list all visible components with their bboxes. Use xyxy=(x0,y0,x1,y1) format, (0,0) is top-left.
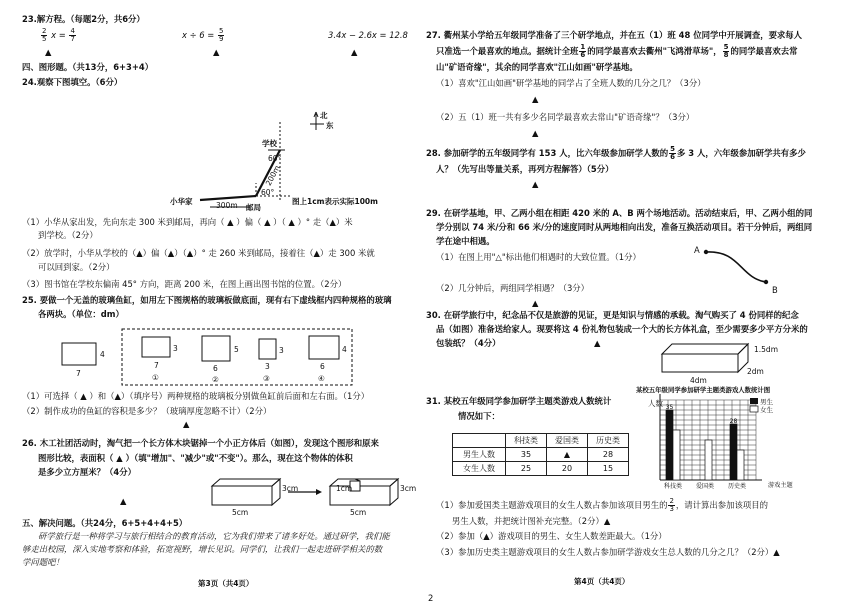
bar-value-label: 28 xyxy=(729,418,738,425)
q26-line3: 是多少立方厘米？（4分） xyxy=(38,467,136,477)
intro-text: 够走出校园，深入实地考察和体验，拓宽视野，增长见识。同学们，让我们一起走进研学相关的数 xyxy=(22,544,383,554)
box-length: 4dm xyxy=(690,376,707,385)
cube-edge: 1cm xyxy=(336,484,353,493)
section-4-heading: 四、图形题。（共13分，6+3+4） xyxy=(22,62,154,72)
q27-part1: （1）喜欢"江山如画"研学基地的同学占了全班人数的几分之几？（3分） xyxy=(436,78,706,88)
chart-ylabel: 人数 xyxy=(648,399,663,408)
q27-line1: 27. 衢州某小学给五年级同学准备了三个研学地点，并在五（1）班 48 位同学中开展调查，要求每人 xyxy=(426,30,803,40)
q30-line1: 30. 在研学旅行中，纪念品不仅是旅游的见证，更是知识与情感的承载。淘气购买了 4 份同样的纪念 xyxy=(426,310,799,320)
opt4-height: 4 xyxy=(342,345,347,354)
box-height: 1.5dm xyxy=(754,345,778,354)
q23-title: 23.解方程。（每题2分，共6分） xyxy=(22,14,145,24)
answer-mark: ▲ xyxy=(351,47,358,57)
block-height: 3cm xyxy=(282,484,299,493)
bar-female xyxy=(737,450,744,480)
chart-xlabel: 游戏主题 xyxy=(768,482,793,489)
q29-part1: （1）在图上用"△"标出他们相遇时的大致位置。（1分） xyxy=(436,252,641,262)
table-cell: 15 xyxy=(588,462,629,476)
q29-line1: 29. 在研学基地，甲、乙两小组在相距 420 米的 A、B 两个场地活动。活动结束后，甲、乙两小组的同 xyxy=(426,208,813,218)
q24-part1: （1）小华从家出发，先向东走 300 米到邮局，再向（ ▲ ）偏（ ▲ ）（ ▲ ）° 走（▲）米 xyxy=(22,217,353,227)
answer-mark: ▲ xyxy=(532,128,539,138)
q31-part3: （3）参加历史类主题游戏项目的女生人数占参加研学游戏女生总人数的几分之几？（2分）▲ xyxy=(436,547,780,557)
intro-text: 研学旅行是一种将学习与旅行相结合的教育活动，它为我们带来了诸多好处。通过研学，我们能 xyxy=(38,531,390,541)
table-cell: 科技类 xyxy=(506,434,547,448)
legend-female-swatch xyxy=(750,406,758,412)
bar-value-label: 35 xyxy=(665,404,674,411)
x-tick-label: 科技类 xyxy=(663,483,683,490)
q28-line2: 人？（先写出等量关系，再列方程解答）（5分） xyxy=(436,164,614,174)
q31-part1: （1）参加爱国类主题游戏项目的女生人数占参加该项目男生的 $\frac{2}{3}$ ，请计算出参加该项目的 xyxy=(436,497,769,513)
q29-line3: 学在途中相遇。 xyxy=(436,236,495,246)
table-cell: 25 xyxy=(506,462,547,476)
q23-eq3: 3.4x − 2.6x = 12.8 xyxy=(328,30,408,40)
q30-line2: 品（如图）准备送给家人。现要将这 4 份礼物包装成一个大的长方体礼盒，至少需要多少平方分米的 xyxy=(436,324,808,334)
answer-mark: ▲ xyxy=(532,298,539,308)
school-label: 学校 xyxy=(262,139,277,148)
opt3-height: 3 xyxy=(279,346,284,355)
page-footer: 第4页（共4页） xyxy=(574,577,630,586)
bar-male xyxy=(666,410,673,480)
q29-part2: （2）几分钟后，两组同学相遇？（3分） xyxy=(436,283,590,293)
opt1-height: 3 xyxy=(173,344,178,353)
q28-line1: 28. 参加研学的五年级同学有 153 人，比六年级参加研学人数的 $\frac{5}{6}$ 多 3 人，六年级参加研学共有多少 xyxy=(426,145,806,161)
q26-line2: 图形比较，表面积（ ▲ ）（填"增加"、"减少"或"不变"）。那么，现在这个物体的体积 xyxy=(38,453,353,463)
opt2-height: 5 xyxy=(234,345,239,354)
q31-line1: 31. 某校五年级同学参加研学主题类游戏人数统计 xyxy=(426,396,612,406)
q31-line2: 情况如下： xyxy=(458,411,500,421)
q29-line2: 学分别以 74 米/分和 66 米/分的速度同时从两地相向出发，准备互换活动项目。若干分钟后，两组同 xyxy=(436,222,813,232)
x-tick-label: 爱国类 xyxy=(695,483,715,490)
east-label: 东 xyxy=(326,121,334,130)
table-cell: 男生人数 xyxy=(453,448,506,462)
legend-male: 男生 xyxy=(760,398,773,406)
distance-label: 200m xyxy=(263,163,282,188)
section-5-heading: 五、解决问题。（共24分，6+5+4+4+5） xyxy=(22,518,188,528)
box-width: 2dm xyxy=(747,367,764,376)
table-cell: 女生人数 xyxy=(453,462,506,476)
q31-part1-cont: 男生人数，并把统计图补充完整。（2分）▲ xyxy=(452,516,611,526)
q25-part2: （2）制作成功的鱼缸的容积是多少？（玻璃厚度忽略不计）（2分） xyxy=(22,406,272,416)
answer-mark: ▲ xyxy=(183,419,190,429)
opt2-width: 6 xyxy=(213,364,218,373)
q23-eq1: $\frac{2}{5}$ x = $\frac{4}{7}$ xyxy=(42,27,75,43)
opt1-number: ① xyxy=(152,373,159,382)
bar-male xyxy=(730,424,737,480)
angle-label: 60° xyxy=(261,188,275,197)
bar-female xyxy=(705,440,712,480)
legend-male-swatch xyxy=(750,398,758,404)
answer-mark: ▲ xyxy=(532,179,539,189)
q31-part2: （2）参加（▲）游戏项目的男生、女生人数差距最大。（1分） xyxy=(436,531,667,541)
post-office-label: 邮局 xyxy=(246,203,261,212)
answer-mark: ▲ xyxy=(120,496,127,506)
q25-title: 25. 要做一个无盖的玻璃鱼缸，如用左下图规格的玻璃板做底面，现有右下虚线框内四种规格的玻璃 xyxy=(22,295,392,305)
bar-female xyxy=(673,430,680,480)
q30-line3: 包装纸？（4分） xyxy=(436,338,501,348)
q27-part2: （2）五（1）班一共有多少名同学最喜欢去常山"矿语奇缘"？（3分） xyxy=(436,112,695,122)
scale-note: 图上1cm表示实际100m xyxy=(292,197,378,206)
block-length: 5cm xyxy=(232,508,249,517)
answer-mark: ▲ xyxy=(45,47,52,57)
opt2-number: ② xyxy=(212,375,219,384)
intro-text: 学问题吧！ xyxy=(22,557,64,567)
table-cell: 爱国类 xyxy=(547,434,588,448)
north-label: 北 xyxy=(320,111,328,120)
answer-mark: ▲ xyxy=(213,47,220,57)
x-tick-label: 历史类 xyxy=(727,483,747,490)
opt3-width: 3 xyxy=(265,362,270,371)
q24-part1-cont: 到学校。（2分） xyxy=(38,230,98,240)
answer-mark: ▲ xyxy=(594,338,601,348)
table-cell: ▲ xyxy=(547,448,588,462)
point-a-label: A xyxy=(694,245,700,255)
page-number: 2 xyxy=(428,593,434,603)
point-b-label: B xyxy=(772,285,778,295)
chart-title: 某校五年级同学参加研学主题类游戏人数统计图 xyxy=(636,386,771,394)
base-width: 7 xyxy=(76,369,81,378)
q27-line3: 山"矿语奇缘"，其余的同学喜欢"江山如画"研学基地。 xyxy=(436,62,638,72)
base-height: 4 xyxy=(100,350,105,359)
legend-female: 女生 xyxy=(760,406,773,414)
answer-mark: ▲ xyxy=(532,94,539,104)
table-cell: 20 xyxy=(547,462,588,476)
opt1-width: 7 xyxy=(154,361,159,370)
q24-part2: （2）放学时，小华从学校的（▲）偏（▲）（▲）° 走 260 米到邮局，接着往（▲）走 300 米就 xyxy=(22,248,375,258)
block-length: 5cm xyxy=(350,508,367,517)
q24-title: 24.观察下图填空。（6分） xyxy=(22,77,123,87)
opt4-number: ④ xyxy=(318,374,325,383)
distance-label: 300m xyxy=(216,201,238,210)
home-label: 小华家 xyxy=(170,197,193,206)
opt3-number: ③ xyxy=(263,374,270,383)
angle-label: 60° xyxy=(268,154,282,163)
q25-part1: （1）可选择（ ▲ ）和（▲）（填序号）两种规格的玻璃板分别做鱼缸前后面和左右面。（1分） xyxy=(22,391,370,401)
table-cell: 35 xyxy=(506,448,547,462)
opt4-width: 6 xyxy=(320,362,325,371)
block-height: 3cm xyxy=(400,484,417,493)
q27-line2: 只准选一个最喜欢的地点。据统计全班 $\frac{1}{6}$ 的同学最喜欢去衢州"飞鸿滑草场"， $\frac{5}{8}$ 的同学最喜欢去常 xyxy=(436,43,798,59)
q25-title-cont: 各两块。（单位：dm） xyxy=(38,309,124,319)
page-footer: 第3页（共4页） xyxy=(198,579,254,588)
q24-part2-cont: 可以回到家。（2分） xyxy=(38,262,115,272)
table-cell: 历史类 xyxy=(588,434,629,448)
q26-title: 26. 木工社团活动时，淘气把一个长方体木块锯掉一个小正方体后（如图），发现这个图形和原来 xyxy=(22,438,379,448)
q24-part3: （3）图书馆在学校东偏南 45° 方向，距离 200 米，在图上画出图书馆的位置。（2分） xyxy=(22,279,347,289)
q23-eq2: x ÷ 6 = $\frac{5}{9}$ xyxy=(182,27,224,43)
table-cell: 28 xyxy=(588,448,629,462)
